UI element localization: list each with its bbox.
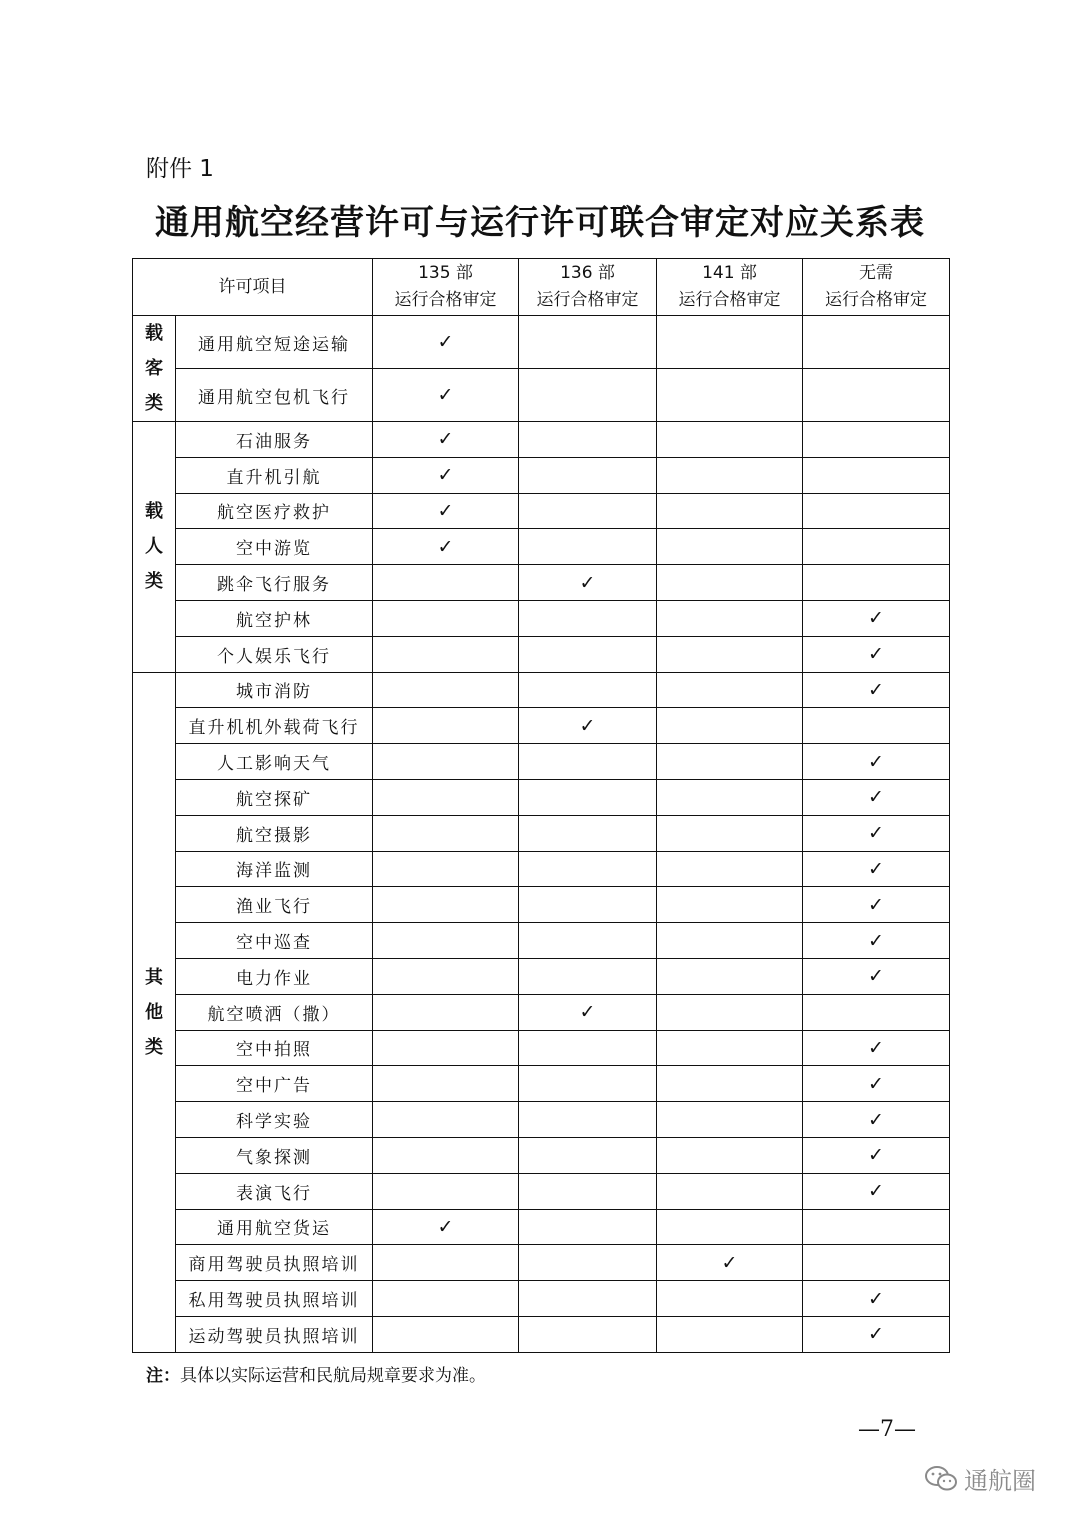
attachment-label: 附件 1 — [146, 156, 214, 182]
category-char: 他 — [145, 1001, 163, 1023]
check-cell — [519, 1066, 657, 1102]
check-cell — [803, 887, 950, 923]
item-name: 城市消防 — [176, 672, 373, 708]
license-table — [132, 258, 950, 1353]
check-cell — [657, 958, 803, 994]
check-cell — [373, 369, 519, 422]
check-mark-icon: ✓ — [437, 1215, 454, 1238]
check-cell — [373, 1173, 519, 1209]
check-cell — [373, 815, 519, 851]
check-mark-icon: ✓ — [868, 822, 884, 845]
item-name: 海洋监测 — [176, 851, 373, 887]
check-cell — [803, 708, 950, 744]
check-cell — [657, 672, 803, 708]
check-mark-icon: ✓ — [579, 1001, 596, 1024]
table-row — [133, 600, 950, 636]
category-char: 类 — [145, 1036, 163, 1058]
check-cell — [657, 1281, 803, 1317]
check-cell — [657, 923, 803, 959]
category-char: 人 — [145, 536, 163, 558]
table-row — [133, 369, 950, 422]
check-cell — [657, 565, 803, 601]
item-name: 直升机机外载荷飞行 — [176, 708, 373, 744]
check-cell — [657, 529, 803, 565]
item-name: 空中游览 — [176, 529, 373, 565]
table-row — [133, 1066, 950, 1102]
check-cell — [519, 493, 657, 529]
check-cell — [657, 636, 803, 672]
check-mark-icon: ✓ — [868, 750, 884, 773]
check-cell — [519, 851, 657, 887]
check-mark-icon: ✓ — [437, 464, 454, 487]
check-cell — [657, 815, 803, 851]
check-cell — [803, 1209, 950, 1245]
check-mark-icon: ✓ — [868, 1287, 884, 1310]
check-cell — [519, 1030, 657, 1066]
check-cell — [803, 1281, 950, 1317]
check-cell — [373, 1030, 519, 1066]
check-cell — [657, 600, 803, 636]
check-cell — [803, 1173, 950, 1209]
item-name: 人工影响天气 — [176, 744, 373, 780]
check-cell — [519, 815, 657, 851]
item-name: 航空探矿 — [176, 779, 373, 815]
check-cell — [519, 636, 657, 672]
check-mark-icon: ✓ — [437, 428, 454, 451]
check-cell — [519, 529, 657, 565]
check-cell — [803, 316, 950, 369]
check-mark-icon: ✓ — [868, 893, 884, 916]
item-name: 通用航空货运 — [176, 1209, 373, 1245]
check-cell — [519, 708, 657, 744]
header-none: 无需 运行合格审定 — [803, 259, 950, 316]
check-cell — [373, 600, 519, 636]
item-name: 直升机引航 — [176, 457, 373, 493]
check-cell — [519, 887, 657, 923]
header-141: 141 部 运行合格审定 — [657, 259, 803, 316]
check-cell — [803, 1137, 950, 1173]
check-mark-icon: ✓ — [868, 1108, 884, 1131]
table-row — [133, 1102, 950, 1138]
footnote-label: 注： — [146, 1366, 180, 1386]
item-name: 渔业飞行 — [176, 887, 373, 923]
check-cell — [519, 1209, 657, 1245]
check-mark-icon: ✓ — [721, 1251, 738, 1274]
table-row — [133, 493, 950, 529]
check-mark-icon: ✓ — [437, 535, 454, 558]
check-cell — [519, 1281, 657, 1317]
check-cell — [519, 457, 657, 493]
check-cell — [373, 994, 519, 1030]
check-cell — [657, 1066, 803, 1102]
check-cell — [519, 1173, 657, 1209]
check-cell — [803, 1316, 950, 1352]
document-title: 通用航空经营许可与运行许可联合审定对应关系表 — [155, 203, 925, 243]
check-cell — [803, 600, 950, 636]
item-name: 气象探测 — [176, 1137, 373, 1173]
check-cell — [803, 1030, 950, 1066]
item-name: 跳伞飞行服务 — [176, 565, 373, 601]
item-name: 个人娱乐飞行 — [176, 636, 373, 672]
item-name: 航空医疗救护 — [176, 493, 373, 529]
category-char: 载 — [145, 323, 163, 344]
table-row — [133, 851, 950, 887]
check-cell — [803, 457, 950, 493]
check-cell — [519, 672, 657, 708]
check-cell — [519, 923, 657, 959]
check-cell — [373, 493, 519, 529]
check-cell — [657, 1316, 803, 1352]
header-135: 135 部 运行合格审定 — [373, 259, 519, 316]
check-mark-icon: ✓ — [868, 929, 884, 952]
page-number: —7— — [858, 1417, 916, 1442]
check-mark-icon: ✓ — [437, 331, 454, 353]
footnote-text: 具体以实际运营和民航局规章要求为准。 — [180, 1366, 486, 1386]
check-cell — [373, 636, 519, 672]
check-mark-icon: ✓ — [868, 965, 884, 988]
check-mark-icon: ✓ — [868, 786, 884, 809]
check-mark-icon: ✓ — [868, 1144, 884, 1167]
footnote — [146, 1361, 486, 1386]
check-cell — [519, 779, 657, 815]
check-cell — [657, 316, 803, 369]
check-cell — [803, 565, 950, 601]
check-mark-icon: ✓ — [437, 384, 454, 406]
check-cell — [373, 708, 519, 744]
check-cell — [519, 422, 657, 458]
item-name: 商用驾驶员执照培训 — [176, 1245, 373, 1281]
check-cell — [657, 493, 803, 529]
check-cell — [373, 923, 519, 959]
check-cell — [803, 923, 950, 959]
check-cell — [803, 1102, 950, 1138]
check-cell — [803, 744, 950, 780]
table-row — [133, 708, 950, 744]
category-char: 客 — [145, 358, 163, 379]
check-mark-icon: ✓ — [579, 714, 596, 737]
check-cell — [373, 316, 519, 369]
table-row — [133, 565, 950, 601]
table-row — [133, 1316, 950, 1352]
watermark-text: 通航圈 — [964, 1467, 1036, 1495]
check-cell — [657, 708, 803, 744]
table-row — [133, 958, 950, 994]
check-cell — [373, 565, 519, 601]
check-mark-icon: ✓ — [868, 1072, 884, 1095]
check-cell — [373, 1137, 519, 1173]
check-cell — [373, 1209, 519, 1245]
category-cell — [133, 422, 176, 673]
check-cell — [519, 994, 657, 1030]
table-row — [133, 994, 950, 1030]
table-row — [133, 672, 950, 708]
check-cell — [373, 1281, 519, 1317]
check-cell — [519, 744, 657, 780]
check-cell — [519, 1316, 657, 1352]
item-name: 空中拍照 — [176, 1030, 373, 1066]
item-name: 科学实验 — [176, 1102, 373, 1138]
check-cell — [519, 1137, 657, 1173]
table-row — [133, 815, 950, 851]
item-name: 航空护林 — [176, 600, 373, 636]
table-row — [133, 636, 950, 672]
check-mark-icon: ✓ — [868, 1323, 884, 1346]
check-cell — [373, 779, 519, 815]
header-136: 136 部 运行合格审定 — [519, 259, 657, 316]
check-cell — [373, 744, 519, 780]
wechat-icon — [924, 1465, 958, 1493]
check-cell — [373, 422, 519, 458]
check-cell — [657, 1173, 803, 1209]
check-mark-icon: ✓ — [868, 678, 884, 701]
check-cell — [373, 1102, 519, 1138]
header-row — [133, 259, 950, 316]
table-row — [133, 744, 950, 780]
check-mark-icon: ✓ — [868, 607, 884, 630]
check-cell — [803, 636, 950, 672]
check-mark-icon: ✓ — [868, 643, 884, 666]
check-cell — [803, 851, 950, 887]
table-row — [133, 1209, 950, 1245]
check-cell — [519, 1245, 657, 1281]
check-cell — [657, 779, 803, 815]
check-cell — [803, 958, 950, 994]
check-cell — [373, 851, 519, 887]
check-cell — [803, 1245, 950, 1281]
category-cell — [133, 672, 176, 1352]
table-row — [133, 529, 950, 565]
category-char: 其 — [145, 966, 163, 988]
check-cell — [519, 565, 657, 601]
table-row — [133, 1245, 950, 1281]
table-row — [133, 316, 950, 369]
category-char: 载 — [145, 501, 163, 523]
check-cell — [803, 493, 950, 529]
table-row — [133, 923, 950, 959]
item-name: 通用航空包机飞行 — [176, 369, 373, 422]
check-cell — [519, 958, 657, 994]
check-cell — [657, 744, 803, 780]
table-row — [133, 887, 950, 923]
check-cell — [657, 1245, 803, 1281]
check-mark-icon: ✓ — [868, 857, 884, 880]
item-name: 通用航空短途运输 — [176, 316, 373, 369]
check-cell — [519, 369, 657, 422]
check-cell — [803, 994, 950, 1030]
check-cell — [373, 1245, 519, 1281]
check-cell — [803, 369, 950, 422]
check-cell — [657, 1030, 803, 1066]
check-mark-icon: ✓ — [437, 499, 454, 522]
check-cell — [803, 422, 950, 458]
check-cell — [803, 672, 950, 708]
item-name: 电力作业 — [176, 958, 373, 994]
table-row — [133, 1281, 950, 1317]
check-cell — [657, 1102, 803, 1138]
check-cell — [519, 316, 657, 369]
item-name: 航空摄影 — [176, 815, 373, 851]
check-cell — [657, 1137, 803, 1173]
check-cell — [657, 457, 803, 493]
table-row — [133, 779, 950, 815]
check-cell — [657, 851, 803, 887]
check-cell — [657, 887, 803, 923]
check-cell — [657, 1209, 803, 1245]
check-cell — [657, 994, 803, 1030]
item-name: 私用驾驶员执照培训 — [176, 1281, 373, 1317]
check-cell — [373, 672, 519, 708]
check-mark-icon: ✓ — [868, 1180, 884, 1203]
check-mark-icon: ✓ — [868, 1036, 884, 1059]
check-cell — [519, 600, 657, 636]
table-row — [133, 1173, 950, 1209]
check-cell — [373, 1066, 519, 1102]
category-cell — [133, 316, 176, 422]
check-cell — [373, 529, 519, 565]
header-item: 许可项目 — [133, 259, 373, 316]
table-row — [133, 457, 950, 493]
table-row — [133, 422, 950, 458]
item-name: 空中巡查 — [176, 923, 373, 959]
table-row — [133, 1030, 950, 1066]
item-name: 石油服务 — [176, 422, 373, 458]
check-cell — [373, 887, 519, 923]
check-cell — [519, 1102, 657, 1138]
check-cell — [803, 815, 950, 851]
check-cell — [803, 1066, 950, 1102]
item-name: 航空喷洒（撒） — [176, 994, 373, 1030]
item-name: 运动驾驶员执照培训 — [176, 1316, 373, 1352]
category-char: 类 — [145, 393, 163, 414]
check-cell — [373, 958, 519, 994]
check-cell — [373, 1316, 519, 1352]
category-char: 类 — [145, 571, 163, 593]
check-mark-icon: ✓ — [579, 571, 596, 594]
check-cell — [657, 422, 803, 458]
table-row — [133, 1137, 950, 1173]
check-cell — [803, 779, 950, 815]
item-name: 空中广告 — [176, 1066, 373, 1102]
check-cell — [657, 369, 803, 422]
watermark — [924, 1461, 1036, 1496]
check-cell — [803, 529, 950, 565]
check-cell — [373, 457, 519, 493]
item-name: 表演飞行 — [176, 1173, 373, 1209]
